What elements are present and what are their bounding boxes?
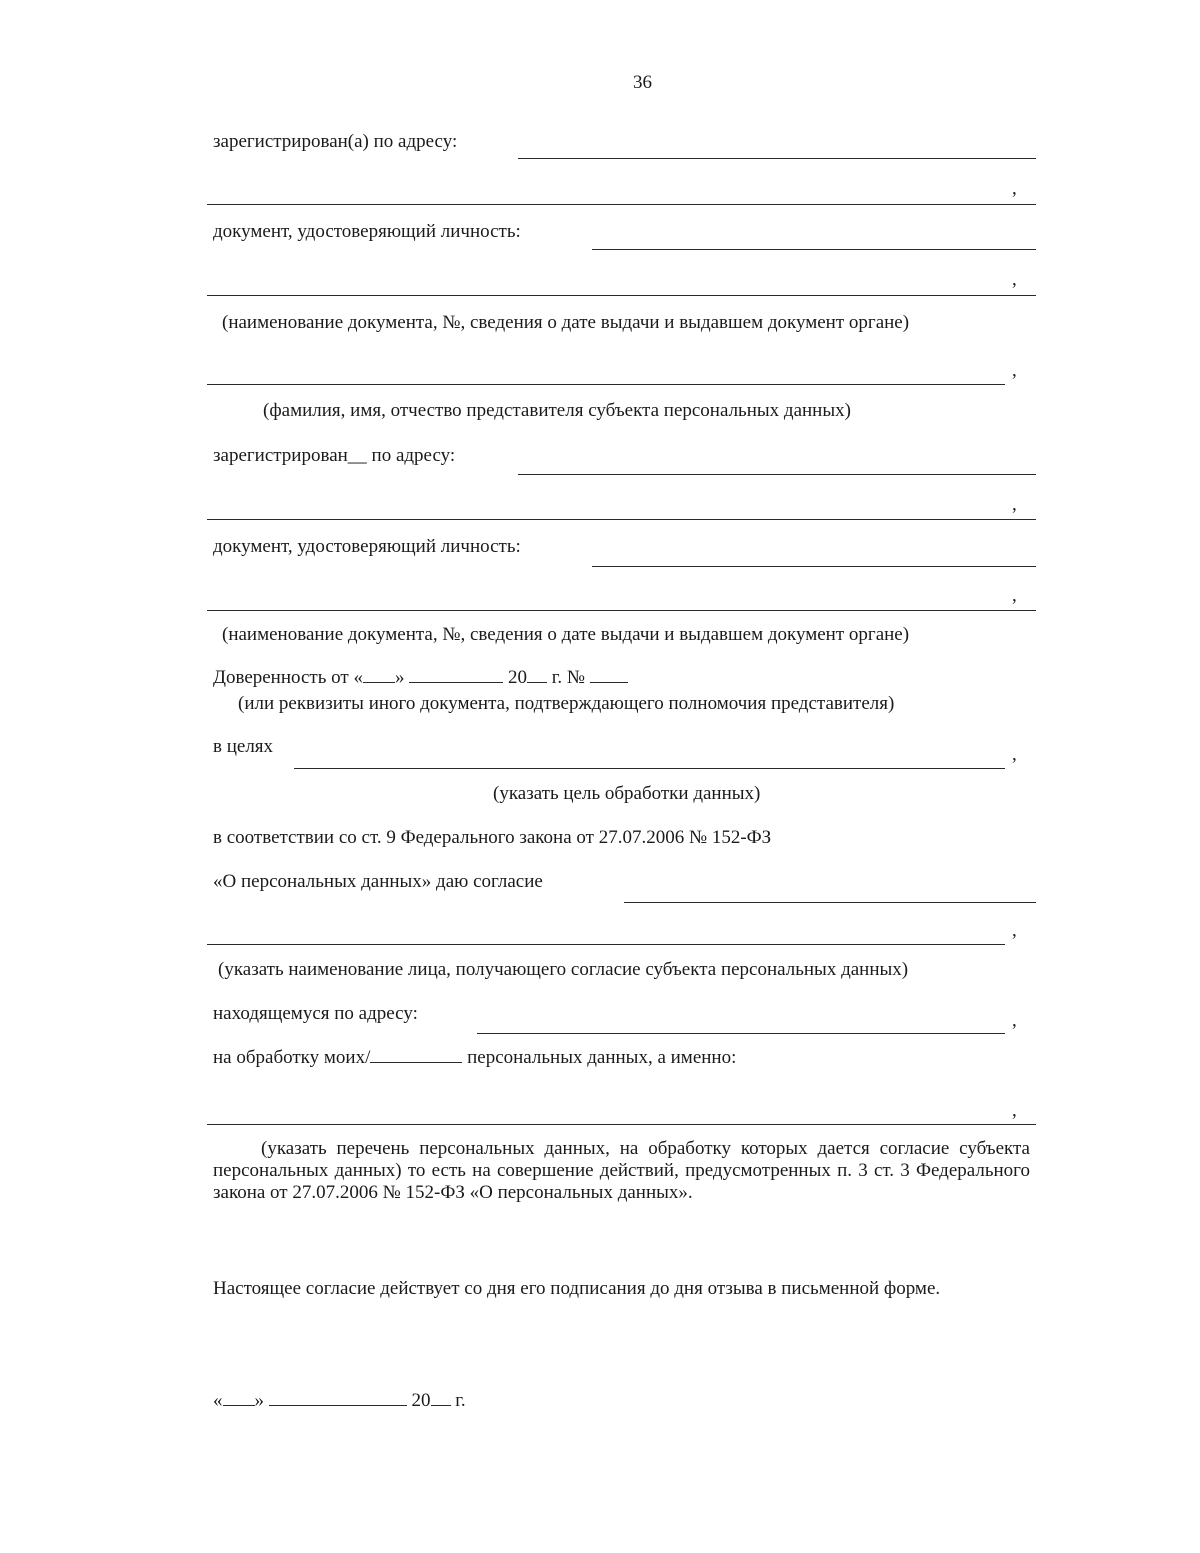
representative-identity-label: документ, удостоверяющий личность:	[213, 536, 521, 557]
recipient-address-line[interactable]	[477, 1033, 1005, 1034]
identity-document-line-continuation[interactable]	[207, 295, 1036, 296]
comma-mark: ,	[1012, 178, 1017, 199]
page-number: 36	[633, 72, 652, 93]
processing-subject-field[interactable]	[370, 1048, 462, 1063]
comma-mark: ,	[1012, 1100, 1017, 1121]
poa-day-field[interactable]	[363, 668, 395, 683]
personal-data-list-caption: (указать перечень персональных данных, на обработку которых дается согласие субъекта персональных данных) то есть на совершение действий, предусмотренных п. 3 ст. 3 Федерального закона от 27.07.2006 № 152-ФЗ «О персональных данных».	[213, 1138, 1030, 1203]
purpose-line[interactable]	[294, 768, 1005, 769]
recipient-address-label: находящемуся по адресу:	[213, 1003, 418, 1024]
identity-document-line[interactable]	[592, 249, 1036, 250]
purpose-label: в целях	[213, 736, 274, 757]
signature-date-line	[213, 1390, 466, 1412]
representative-document-caption: (наименование документа, №, сведения о дате выдачи и выдавшем документ органе)	[222, 624, 910, 645]
comma-mark: ,	[1012, 269, 1017, 290]
consent-recipient-line-continuation[interactable]	[207, 944, 1005, 945]
representative-address-line-continuation[interactable]	[207, 519, 1036, 520]
date-year-field[interactable]	[431, 1391, 451, 1406]
comma-mark: ,	[1012, 920, 1017, 941]
consent-text: «О персональных данных» даю согласие	[213, 871, 543, 892]
registered-address-label: зарегистрирован(а) по адресу:	[213, 131, 458, 152]
comma-mark: ,	[1012, 360, 1017, 381]
recipient-caption: (указать наименование лица, получающего согласие субъекта персональных данных)	[218, 959, 909, 980]
power-of-attorney-line	[213, 667, 628, 689]
poa-close-quote: »	[394, 667, 405, 688]
document-details-caption: (наименование документа, №, сведения о дате выдачи и выдавшем документ органе)	[222, 312, 910, 333]
law-reference-text: в соответствии со ст. 9 Федерального закона от 27.07.2006 № 152-ФЗ	[213, 827, 772, 848]
representative-name-caption: (фамилия, имя, отчество представителя субъекта персональных данных)	[263, 400, 851, 421]
comma-mark: ,	[1012, 494, 1017, 515]
date-close-quote: »	[254, 1390, 264, 1411]
poa-year-prefix: 20	[507, 667, 527, 688]
date-month-field[interactable]	[269, 1391, 407, 1406]
comma-mark: ,	[1012, 585, 1017, 606]
representative-identity-line-continuation[interactable]	[207, 610, 1036, 611]
representative-identity-line[interactable]	[592, 566, 1036, 567]
personal-data-list-line[interactable]	[207, 1124, 1036, 1125]
poa-year-field[interactable]	[527, 668, 547, 683]
processing-suffix: персональных данных, а именно:	[467, 1047, 737, 1068]
processing-line	[213, 1047, 736, 1069]
date-year-prefix: 20	[411, 1390, 431, 1411]
comma-mark: ,	[1012, 1010, 1017, 1031]
poa-month-field[interactable]	[409, 668, 503, 683]
representative-name-line[interactable]	[207, 384, 1005, 385]
identity-document-label: документ, удостоверяющий личность:	[213, 221, 521, 242]
poa-number-label: г. №	[551, 667, 585, 688]
validity-statement: Настоящее согласие действует со дня его подписания до дня отзыва в письменной форме.	[213, 1278, 941, 1299]
poa-number-field[interactable]	[590, 668, 628, 683]
comma-mark: ,	[1012, 744, 1017, 765]
address-line[interactable]	[518, 158, 1036, 159]
date-open-quote: «	[213, 1390, 223, 1411]
poa-prefix: Доверенность от «	[213, 667, 363, 688]
consent-recipient-line[interactable]	[624, 902, 1036, 903]
representative-address-line[interactable]	[518, 474, 1036, 475]
date-suffix: г.	[455, 1390, 466, 1411]
representative-address-label: зарегистрирован__ по адресу:	[213, 445, 456, 466]
power-of-attorney-caption: (или реквизиты иного документа, подтверждающего полномочия представителя)	[238, 693, 895, 714]
purpose-caption: (указать цель обработки данных)	[493, 783, 761, 804]
processing-prefix: на обработку моих/	[213, 1047, 371, 1068]
address-line-continuation[interactable]	[207, 204, 1036, 205]
date-day-field[interactable]	[223, 1391, 255, 1406]
